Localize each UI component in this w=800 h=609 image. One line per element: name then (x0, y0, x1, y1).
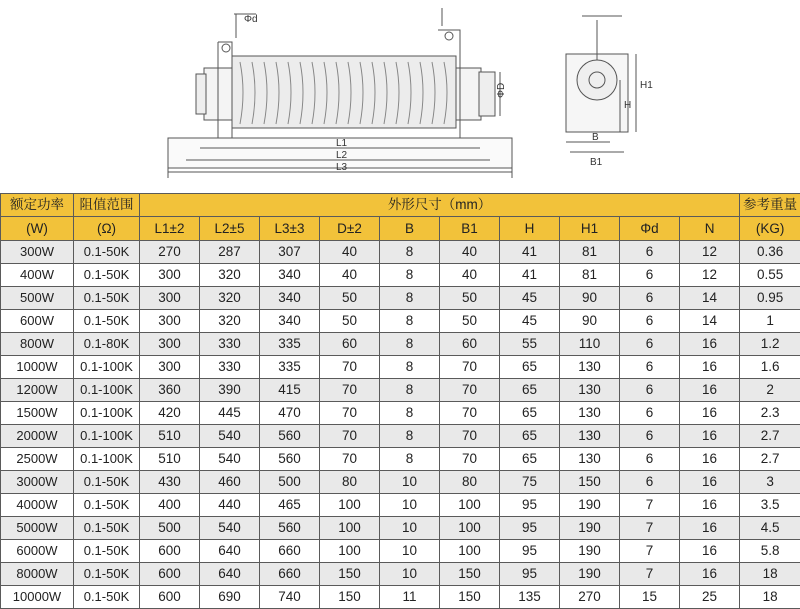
table-cell: 65 (500, 379, 560, 402)
table-cell: 6 (620, 264, 680, 287)
left-terminal (196, 74, 206, 114)
left-end-cap (204, 68, 234, 120)
header-power: 额定功率 (1, 194, 74, 217)
table-cell: 6 (620, 471, 680, 494)
table-cell: 50 (320, 287, 380, 310)
table-cell: 7 (620, 494, 680, 517)
table-cell: 8 (380, 356, 440, 379)
table-cell: 130 (560, 402, 620, 425)
table-cell: 60 (320, 333, 380, 356)
table-cell: 130 (560, 379, 620, 402)
table-cell: 8 (380, 310, 440, 333)
table-cell: 1000W (1, 356, 74, 379)
table-cell: 70 (440, 448, 500, 471)
table-cell: 45 (500, 287, 560, 310)
table-cell: 8 (380, 287, 440, 310)
table-cell: 0.1-50K (74, 494, 140, 517)
table-cell: 16 (680, 471, 740, 494)
table-cell: 360 (140, 379, 200, 402)
table-cell: 135 (500, 586, 560, 609)
table-cell: 500 (260, 471, 320, 494)
table-cell: 440 (200, 494, 260, 517)
table-cell: 70 (440, 379, 500, 402)
table-row (1, 241, 800, 264)
table-cell: 110 (560, 333, 620, 356)
table-cell: 2.7 (740, 448, 800, 471)
table-row (1, 517, 800, 540)
table-row (1, 264, 800, 287)
table-cell: 3 (740, 471, 800, 494)
table-cell: 660 (260, 540, 320, 563)
table-cell: 340 (260, 287, 320, 310)
header-dim-col: H1 (560, 217, 620, 241)
table-cell: 1.6 (740, 356, 800, 379)
table-cell: 70 (320, 402, 380, 425)
table-cell: 130 (560, 356, 620, 379)
table-cell: 40 (440, 264, 500, 287)
table-cell: 270 (140, 241, 200, 264)
table-row (1, 379, 800, 402)
table-cell: 7 (620, 540, 680, 563)
header-weight-unit: (KG) (740, 217, 800, 241)
table-cell: 420 (140, 402, 200, 425)
table-cell: 0.1-50K (74, 287, 140, 310)
table-cell: 190 (560, 494, 620, 517)
table-row (1, 586, 800, 609)
table-cell: 6 (620, 287, 680, 310)
table-cell: 55 (500, 333, 560, 356)
table-cell: 65 (500, 356, 560, 379)
table-cell: 12 (680, 241, 740, 264)
table-cell: 560 (260, 425, 320, 448)
table-cell: 510 (140, 425, 200, 448)
table-cell: 190 (560, 563, 620, 586)
label-L1: L1 (336, 138, 348, 149)
header-resistance-unit: (Ω) (74, 217, 140, 241)
table-cell: 190 (560, 540, 620, 563)
table-cell: 0.1-50K (74, 241, 140, 264)
table-row (1, 425, 800, 448)
table-cell: 0.55 (740, 264, 800, 287)
header-dim-col: L1±2 (140, 217, 200, 241)
header-dim-col: B1 (440, 217, 500, 241)
table-cell: 335 (260, 356, 320, 379)
table-cell: 15 (620, 586, 680, 609)
table-cell: 90 (560, 287, 620, 310)
table-row (1, 287, 800, 310)
table-cell: 100 (320, 540, 380, 563)
table-cell: 100 (320, 494, 380, 517)
header-dim-col: B (380, 217, 440, 241)
side-view-core (577, 60, 617, 100)
resistor-dimension-drawing (0, 0, 800, 192)
table-cell: 320 (200, 287, 260, 310)
table-cell: 8 (380, 379, 440, 402)
table-cell: 740 (260, 586, 320, 609)
table-cell: 10 (380, 471, 440, 494)
table-cell: 10000W (1, 586, 74, 609)
table-cell: 5.8 (740, 540, 800, 563)
table-cell: 0.1-100K (74, 402, 140, 425)
table-cell: 18 (740, 563, 800, 586)
table-cell: 130 (560, 425, 620, 448)
table-row (1, 448, 800, 471)
table-cell: 660 (260, 563, 320, 586)
table-cell: 270 (560, 586, 620, 609)
table-cell: 70 (320, 356, 380, 379)
table-cell: 70 (440, 425, 500, 448)
table-cell: 300 (140, 287, 200, 310)
table-cell: 300 (140, 264, 200, 287)
table-cell: 445 (200, 402, 260, 425)
table-cell: 500W (1, 287, 74, 310)
table-cell: 1200W (1, 379, 74, 402)
header-dim-col: D±2 (320, 217, 380, 241)
table-cell: 6 (620, 402, 680, 425)
table-cell: 400 (140, 494, 200, 517)
table-cell: 41 (500, 264, 560, 287)
table-cell: 3.5 (740, 494, 800, 517)
table-cell: 640 (200, 563, 260, 586)
table-row (1, 356, 800, 379)
table-cell: 65 (500, 402, 560, 425)
table-cell: 287 (200, 241, 260, 264)
table-cell: 40 (440, 241, 500, 264)
table-cell: 320 (200, 264, 260, 287)
header-resistance: 阻值范围 (74, 194, 140, 217)
table-cell: 70 (320, 379, 380, 402)
table-cell: 45 (500, 310, 560, 333)
table-cell: 7 (620, 517, 680, 540)
table-cell: 11 (380, 586, 440, 609)
table-cell: 4.5 (740, 517, 800, 540)
table-cell: 640 (200, 540, 260, 563)
table-cell: 0.1-100K (74, 425, 140, 448)
table-cell: 0.1-50K (74, 586, 140, 609)
table-cell: 300W (1, 241, 74, 264)
table-cell: 560 (260, 517, 320, 540)
header-dim-col: H (500, 217, 560, 241)
table-cell: 6 (620, 356, 680, 379)
table-cell: 340 (260, 264, 320, 287)
table-cell: 307 (260, 241, 320, 264)
table-cell: 300 (140, 333, 200, 356)
table-cell: 100 (440, 494, 500, 517)
table-cell: 3000W (1, 471, 74, 494)
header-dim-col: L2±5 (200, 217, 260, 241)
table-cell: 2500W (1, 448, 74, 471)
label-H1: H1 (640, 80, 653, 91)
table-cell: 430 (140, 471, 200, 494)
table-cell: 1 (740, 310, 800, 333)
table-cell: 0.36 (740, 241, 800, 264)
right-end-cap (453, 68, 481, 120)
table-cell: 16 (680, 379, 740, 402)
table-cell: 8 (380, 448, 440, 471)
table-cell: 6 (620, 241, 680, 264)
table-cell: 75 (500, 471, 560, 494)
table-cell: 65 (500, 448, 560, 471)
table-cell: 465 (260, 494, 320, 517)
table-cell: 95 (500, 563, 560, 586)
table-cell: 0.1-50K (74, 540, 140, 563)
table-cell: 2.3 (740, 402, 800, 425)
table-cell: 190 (560, 517, 620, 540)
table-cell: 50 (440, 287, 500, 310)
table-cell: 300 (140, 310, 200, 333)
table-row (1, 494, 800, 517)
table-cell: 16 (680, 402, 740, 425)
table-cell: 80 (440, 471, 500, 494)
table-cell: 0.1-80K (74, 333, 140, 356)
label-phi-d: Φd (244, 14, 258, 25)
table-cell: 8 (380, 333, 440, 356)
table-cell: 150 (320, 586, 380, 609)
table-cell: 80 (320, 471, 380, 494)
table-row (1, 402, 800, 425)
table-cell: 1500W (1, 402, 74, 425)
table-cell: 100 (320, 517, 380, 540)
table-cell: 6 (620, 425, 680, 448)
table-cell: 100 (440, 540, 500, 563)
table-cell: 690 (200, 586, 260, 609)
table-cell: 16 (680, 517, 740, 540)
table-cell: 6 (620, 448, 680, 471)
table-cell: 5000W (1, 517, 74, 540)
resistor-spec-table (0, 193, 800, 609)
header-dim-col: L3±3 (260, 217, 320, 241)
table-cell: 330 (200, 356, 260, 379)
table-cell: 340 (260, 310, 320, 333)
table-cell: 10 (380, 563, 440, 586)
table-cell: 7 (620, 563, 680, 586)
table-cell: 16 (680, 448, 740, 471)
table-cell: 600 (140, 563, 200, 586)
table-cell: 400W (1, 264, 74, 287)
table-cell: 70 (440, 356, 500, 379)
table-cell: 600W (1, 310, 74, 333)
table-cell: 16 (680, 540, 740, 563)
table-cell: 540 (200, 448, 260, 471)
table-cell: 540 (200, 425, 260, 448)
table-cell: 18 (740, 586, 800, 609)
table-cell: 390 (200, 379, 260, 402)
header-dimensions: 外形尺寸（mm） (140, 194, 740, 217)
header-weight: 参考重量 (740, 194, 800, 217)
header-dim-col: Φd (620, 217, 680, 241)
table-cell: 415 (260, 379, 320, 402)
table-cell: 0.1-100K (74, 356, 140, 379)
table-cell: 300 (140, 356, 200, 379)
table-cell: 470 (260, 402, 320, 425)
table-cell: 510 (140, 448, 200, 471)
right-terminal (479, 72, 495, 116)
table-cell: 150 (440, 586, 500, 609)
table-cell: 1.2 (740, 333, 800, 356)
table-cell: 16 (680, 425, 740, 448)
table-cell: 8 (380, 264, 440, 287)
table-cell: 10 (380, 494, 440, 517)
table-cell: 540 (200, 517, 260, 540)
table-cell: 14 (680, 287, 740, 310)
table-cell: 150 (560, 471, 620, 494)
table-cell: 0.1-50K (74, 517, 140, 540)
table-row (1, 471, 800, 494)
table-cell: 6000W (1, 540, 74, 563)
left-mount-hole (222, 44, 230, 52)
table-cell: 8 (380, 241, 440, 264)
table-cell: 150 (320, 563, 380, 586)
table-cell: 600 (140, 540, 200, 563)
table-cell: 320 (200, 310, 260, 333)
table-cell: 95 (500, 540, 560, 563)
table-cell: 0.1-100K (74, 379, 140, 402)
table-body (1, 241, 800, 609)
table-cell: 50 (440, 310, 500, 333)
table-cell: 50 (320, 310, 380, 333)
table-cell: 150 (440, 563, 500, 586)
table-cell: 800W (1, 333, 74, 356)
table-cell: 16 (680, 356, 740, 379)
table-cell: 6 (620, 379, 680, 402)
table-cell: 0.1-50K (74, 310, 140, 333)
table-cell: 95 (500, 517, 560, 540)
label-phi-D: ΦD (496, 83, 507, 98)
table-cell: 2.7 (740, 425, 800, 448)
table-cell: 6 (620, 310, 680, 333)
table-cell: 4000W (1, 494, 74, 517)
table-cell: 14 (680, 310, 740, 333)
table-cell: 600 (140, 586, 200, 609)
table-cell: 0.1-100K (74, 448, 140, 471)
table-cell: 460 (200, 471, 260, 494)
table-cell: 41 (500, 241, 560, 264)
table-cell: 70 (440, 402, 500, 425)
table-cell: 70 (320, 448, 380, 471)
table-cell: 0.95 (740, 287, 800, 310)
table-cell: 0.1-50K (74, 563, 140, 586)
table-row (1, 333, 800, 356)
label-B1: B1 (590, 157, 603, 168)
table-cell: 8000W (1, 563, 74, 586)
table-cell: 81 (560, 264, 620, 287)
table-cell: 16 (680, 563, 740, 586)
table-cell: 335 (260, 333, 320, 356)
table-cell: 10 (380, 517, 440, 540)
table-cell: 12 (680, 264, 740, 287)
table-cell: 0.1-50K (74, 471, 140, 494)
table-cell: 40 (320, 241, 380, 264)
table-cell: 25 (680, 586, 740, 609)
table-cell: 8 (380, 402, 440, 425)
table-cell: 60 (440, 333, 500, 356)
table-cell: 2000W (1, 425, 74, 448)
table-cell: 10 (380, 540, 440, 563)
table-cell: 500 (140, 517, 200, 540)
table-cell: 81 (560, 241, 620, 264)
table-cell: 40 (320, 264, 380, 287)
table-cell: 560 (260, 448, 320, 471)
table-cell: 95 (500, 494, 560, 517)
table-cell: 16 (680, 333, 740, 356)
table-cell: 100 (440, 517, 500, 540)
table-cell: 90 (560, 310, 620, 333)
table-cell: 16 (680, 494, 740, 517)
table-cell: 8 (380, 425, 440, 448)
table-cell: 2 (740, 379, 800, 402)
header-dim-col: N (680, 217, 740, 241)
label-H: H (624, 100, 631, 111)
label-B: B (592, 132, 599, 143)
table-cell: 330 (200, 333, 260, 356)
table-cell: 0.1-50K (74, 264, 140, 287)
table-row (1, 563, 800, 586)
header-power-unit: (W) (1, 217, 74, 241)
right-mount-hole (445, 32, 453, 40)
label-L3: L3 (336, 162, 348, 173)
table-cell: 6 (620, 333, 680, 356)
table-row (1, 540, 800, 563)
table-row (1, 310, 800, 333)
label-L2: L2 (336, 150, 348, 161)
table-cell: 130 (560, 448, 620, 471)
table-cell: 70 (320, 425, 380, 448)
table-cell: 65 (500, 425, 560, 448)
